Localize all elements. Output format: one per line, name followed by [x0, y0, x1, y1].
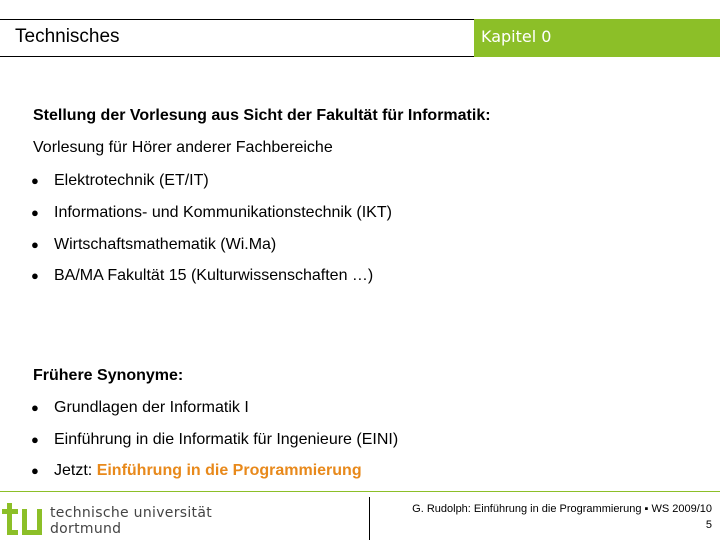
tu-logo-icon: [2, 503, 46, 539]
highlighted-course-name: Einführung in die Programmierung: [96, 462, 362, 479]
section2-heading: Frühere Synonyme:: [33, 367, 184, 384]
list-item-text: Wirtschaftsmathematik (Wi.Ma): [54, 236, 277, 253]
section1-intro: Vorlesung für Hörer anderer Fachbereiche: [33, 139, 333, 156]
footer-credit: G. Rudolph: Einführung in die Programmierung ▪ WS 2009/10: [412, 503, 712, 515]
list-item: [31, 203, 392, 223]
list-item-text: Grundlagen der Informatik I: [54, 399, 249, 416]
list-item: [31, 171, 209, 191]
university-name-line2: dortmund: [50, 521, 122, 537]
list-item-text: Informations- und Kommunikationstechnik (IKT): [54, 204, 392, 221]
list-item: [31, 266, 373, 286]
list-item-text: BA/MA Fakultät 15 (Kulturwissenschaften …): [54, 267, 374, 284]
list-item: [31, 398, 249, 418]
section1-heading: Stellung der Vorlesung aus Sicht der Fakultät für Informatik:: [33, 107, 491, 124]
bullet-icon: ●: [31, 205, 39, 220]
bullet-icon: ●: [31, 173, 39, 188]
list-item: [31, 235, 276, 255]
bullet-icon: ●: [31, 400, 39, 415]
header-title: Technisches: [15, 26, 120, 47]
bullet-icon: ●: [31, 463, 39, 478]
bullet-icon: ●: [31, 268, 39, 283]
page-number: 5: [705, 519, 712, 531]
list-item: [31, 430, 398, 450]
list-item-text: Elektrotechnik (ET/IT): [54, 172, 209, 189]
list-item-text: Einführung in die Informatik für Ingenieure (EINI): [54, 431, 399, 448]
list-item-prefix: Jetzt:: [54, 462, 93, 479]
university-name-line1: technische universität: [50, 505, 212, 521]
footer-divider: [369, 497, 370, 540]
bullet-icon: ●: [31, 432, 39, 447]
list-item: [31, 461, 362, 481]
bullet-icon: ●: [31, 237, 39, 252]
chapter-label: Kapitel 0: [481, 27, 552, 46]
footer-rule: [0, 491, 720, 492]
university-name: [50, 505, 212, 537]
